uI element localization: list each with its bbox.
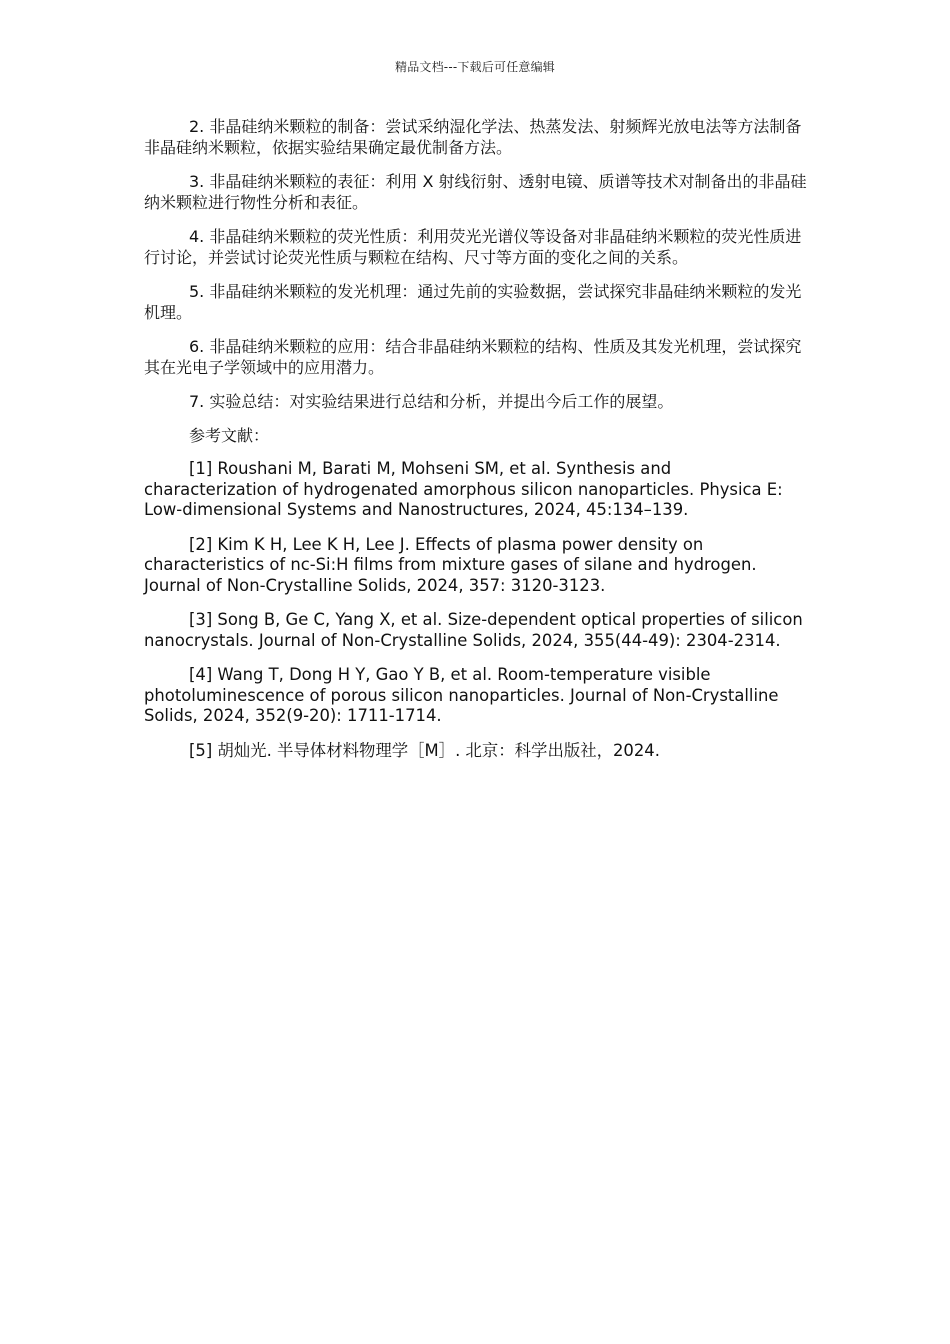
reference-item: [3] Song B, Ge C, Yang X, et al. Size-dependent optical properties of silicon nanocrystals. Journal of Non-Crystalline Solids, 2024, 355(44-49): 2304-2314. [144, 610, 803, 650]
paragraph-application: 6. 非晶硅纳米颗粒的应用：结合非晶硅纳米颗粒的结构、性质及其发光机理，尝试探究其在光电子学领域中的应用潜力。 [144, 337, 802, 377]
reference-item: [2] Kim K H, Lee K H, Lee J. Effects of plasma power density on characteristics of nc-Si:H films from mixture gases of silane and hydrogen. Journal of Non-Crystalline Solids, 2024, 357: 3120-3123. [144, 534, 757, 595]
paragraph-mechanism: 5. 非晶硅纳米颗粒的发光机理：通过先前的实验数据，尝试探究非晶硅纳米颗粒的发光机理。 [144, 282, 802, 322]
paragraph-fluorescence: 4. 非晶硅纳米颗粒的荧光性质：利用荧光光谱仪等设备对非晶硅纳米颗粒的荧光性质进行讨论，并尝试讨论荧光性质与颗粒在结构、尺寸等方面的变化之间的关系。 [144, 227, 802, 267]
document-body [144, 116, 809, 775]
reference-item: [4] Wang T, Dong H Y, Gao Y B, et al. Room-temperature visible photoluminescence of porous silicon nanoparticles. Journal of Non-Crystalline Solids, 2024, 352(9-20): 1711-1714. [144, 665, 779, 725]
reference-item: [5] 胡灿光. 半导体材料物理学［M］. 北京：科学出版社，2024. [189, 740, 660, 760]
paragraph-preparation: 2. 非晶硅纳米颗粒的制备：尝试采纳湿化学法、热蒸发法、射频辉光放电法等方法制备非晶硅纳米颗粒，依据实验结果确定最优制备方法。 [144, 117, 802, 157]
reference-item: [1] Roushani M, Barati M, Mohseni SM, et al. Synthesis and characterization of hydrogenated amorphous silicon nanoparticles. Physica E: Low-dimensional Systems and Nanostructures, 2024, 45:134–139. [144, 459, 783, 519]
references-heading: 参考文献： [189, 426, 270, 445]
paragraph-summary: 7. 实验总结：对实验结果进行总结和分析，并提出今后工作的展望。 [189, 392, 674, 411]
page-header: 精品文档---下载后可任意编辑 [395, 60, 555, 74]
paragraph-characterization: 3. 非晶硅纳米颗粒的表征：利用 X 射线衍射、透射电镜、质谱等技术对制备出的非晶硅纳米颗粒进行物性分析和表征。 [144, 172, 807, 212]
